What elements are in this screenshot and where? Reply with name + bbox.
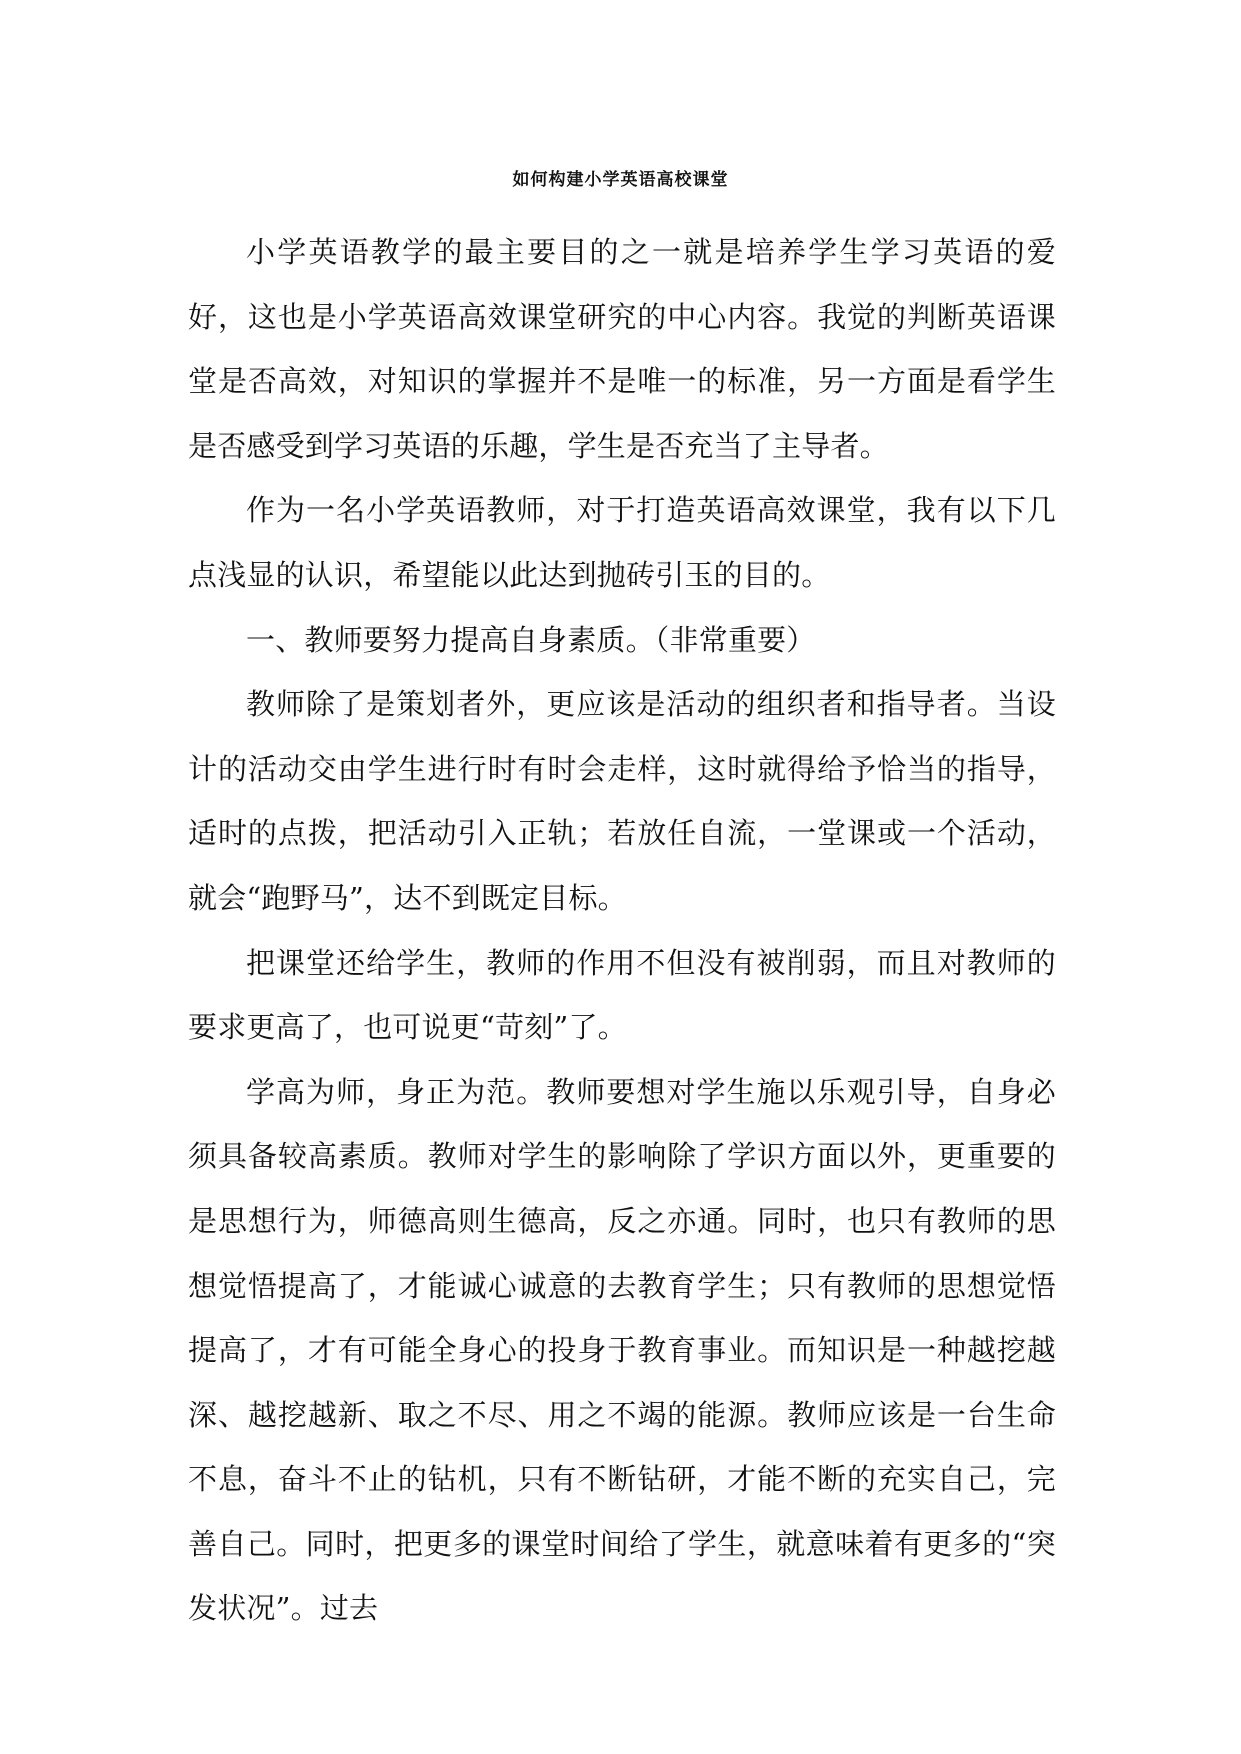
paragraph-classroom-return: 把课堂还给学生，教师的作用不但没有被削弱，而且对教师的要求更高了，也可说更“苛刻”了。	[188, 945, 1056, 1045]
section-heading-one: 一、教师要努力提高自身素质。（非常重要）	[246, 622, 816, 657]
paragraph-intro: 小学英语教学的最主要目的之一就是培养学生学习英语的爱好，这也是小学英语高效课堂研究的中心内容。我觉的判断英语课堂是否高效，对知识的掌握并不是唯一的标准，另一方面是看学生是否感受到学习英语的乐趣，学生是否充当了主导者。	[188, 235, 1056, 463]
paragraph-teacher-quality: 学高为师，身正为范。教师要想对学生施以乐观引导，自身必须具备较高素质。教师对学生的影响除了学识方面以外，更重要的是思想行为，师德高则生德高，反之亦通。同时，也只有教师的思想觉悟提高了，才能诚心诚意的去教育学生；只有教师的思想觉悟提高了，才有可能全身心的投身于教育事业。而知识是一种越挖越深、越挖越新、取之不尽、用之不竭的能源。教师应该是一台生命不息，奋斗不止的钻机，只有不断钻研，才能不断的充实自己，完善自己。同时，把更多的课堂时间给了学生，就意味着有更多的“突发状况”。过去	[188, 1074, 1056, 1626]
document-body	[188, 220, 1056, 1641]
paragraph-opinion: 作为一名小学英语教师，对于打造英语高效课堂，我有以下几点浅显的认识，希望能以此达到抛砖引玉的目的。	[188, 493, 1056, 592]
paragraph-teacher-role: 教师除了是策划者外，更应该是活动的组织者和指导者。当设计的活动交由学生进行时有时会走样，这时就得给予恰当的指导，适时的点拨，把活动引入正轨；若放任自流，一堂课或一个活动，就会“跑野马”，达不到既定目标。	[188, 687, 1056, 915]
document-title: 如何构建小学英语高校课堂	[512, 170, 729, 190]
